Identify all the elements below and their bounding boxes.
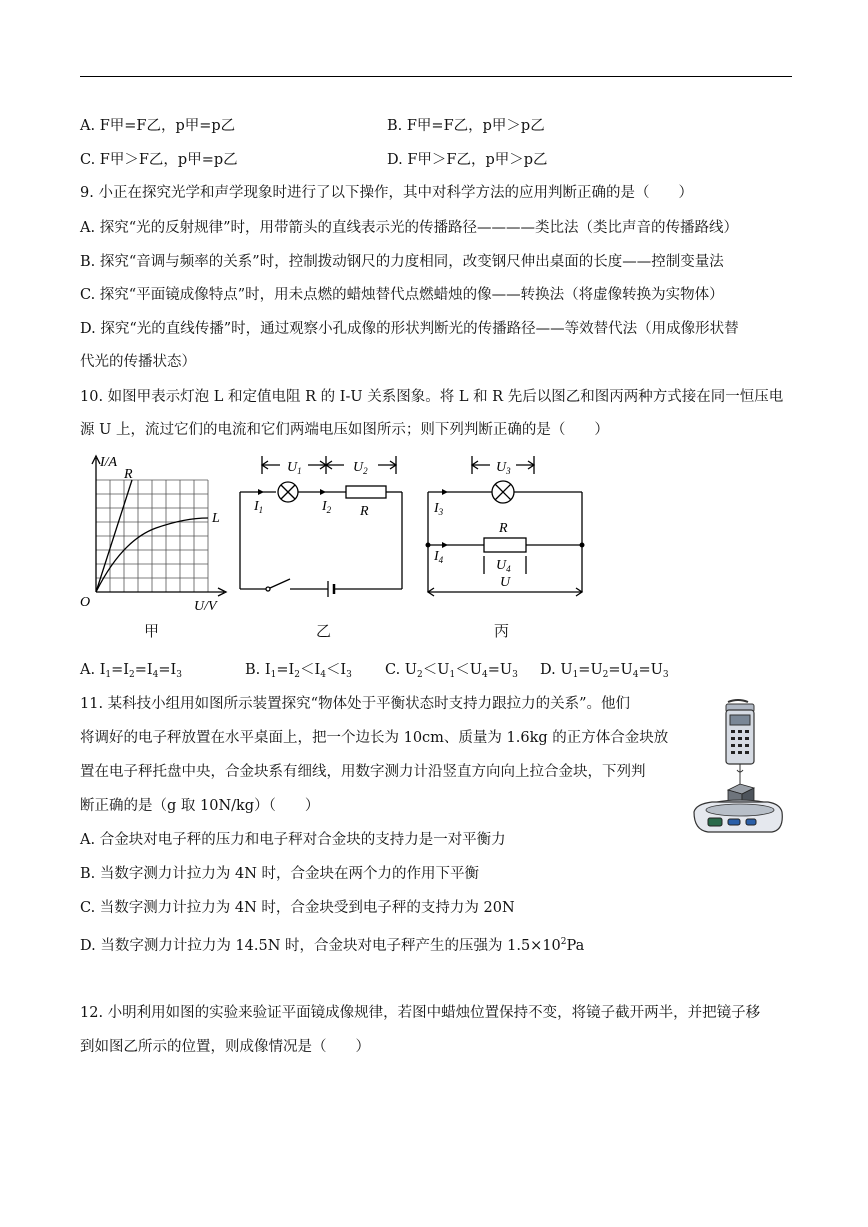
svg-text:U4: $U_4$ (496, 558, 511, 574)
svg-text:I2: $I_2$ (322, 499, 332, 515)
i1-label: I (254, 499, 259, 514)
q11-option-a: A. 合金块对电子秤的压力和电子秤对合金块的支持力是一对平衡力 (80, 832, 506, 848)
q11-option-d: D. 当数字测力计拉力为 14.5N 时，合金块对电子秤产生的压强为 $1.5\times 10^2Pa$ (80, 937, 585, 954)
r-label-parallel: R (499, 521, 508, 536)
q9-option-b: B. 探究“音调与频率的关系”时，控制拨动钢尺的力度相同，改变钢尺伸出桌面的长度——控制变量法 (80, 254, 724, 270)
u4-label: U (496, 558, 507, 573)
i3-label: I (434, 501, 439, 516)
q8-option-b: B. F甲=F乙，p甲＞p乙 (387, 118, 545, 134)
q9-stem: 9. 小正在探究光学和声学现象时进行了以下操作，其中对科学方法的应用判断正确的是（ ） (80, 185, 693, 201)
q10-stem-line2: 源 U 上，流过它们的电流和它们两端电压如图所示；则下列判断正确的是（ ） (80, 422, 609, 438)
q9-option-a: A. 探究“光的反射规律”时，用带箭头的直线表示光的传播路径————类比法（类比声音的传播路线） (80, 220, 739, 236)
q10-option-c: C. $U_2<U_1<U_4=U_3$ (385, 662, 518, 680)
u-label: U (500, 575, 511, 590)
u3-label: U (496, 460, 507, 475)
i4-label: I (434, 549, 439, 564)
u2-label: U (353, 460, 364, 475)
curve-l-label: L (212, 511, 220, 526)
q10-stem-line1: 10. 如图甲表示灯泡 L 和定值电阻 R 的 I-U 关系图象。将 L 和 R 先后以图乙和图丙两种方式接在同一恒压电 (80, 389, 784, 405)
scale-display (708, 818, 722, 826)
q9-option-d-cont: 代光的传播状态） (80, 354, 196, 370)
parallel-circuit-figure (420, 452, 596, 617)
q11-option-b: B. 当数字测力计拉力为 4N 时，合金块在两个力的作用下平衡 (80, 866, 480, 882)
svg-text:U1: $U_1$ (287, 460, 302, 476)
curve-r-label: R (124, 467, 133, 482)
svg-text:I1: $I_1$ (254, 499, 264, 515)
header-rule (80, 76, 792, 77)
q11-option-c: C. 当数字测力计拉力为 4N 时，合金块受到电子秤的支持力为 20N (80, 900, 515, 916)
q11-stem-line1: 11. 某科技小组用如图所示装置探究“物体处于平衡状态时支持力跟拉力的关系”。他们 (80, 696, 630, 712)
q10-option-b: B. $I_1=I_2<I_4<I_3$ (245, 662, 352, 680)
i2-label: I (322, 499, 327, 514)
figure-caption-jia: 甲 (144, 622, 160, 640)
svg-text:I4: $I_4$ (434, 549, 444, 565)
q12-stem-line2: 到如图乙所示的位置，则成像情况是（ ） (80, 1039, 370, 1055)
iu-graph-figure (76, 452, 236, 617)
q10-option-a: A. $I_1=I_2=I_4=I_3$ (80, 662, 183, 680)
q8-option-d: D. F甲＞F乙，p甲＞p乙 (387, 152, 548, 168)
svg-text:I3: $I_3$ (434, 501, 444, 517)
figure-caption-bing: 丙 (494, 622, 510, 640)
series-circuit-figure (236, 452, 412, 617)
q11-stem-line2: 将调好的电子秤放置在水平桌面上，把一个边长为 10cm、质量为 1.6kg 的正方体合金块放 (80, 730, 669, 746)
q8-option-c: C. F甲＞F乙，p甲=p乙 (80, 152, 238, 168)
q9-option-c: C. 探究“平面镜成像特点”时，用未点燃的蜡烛替代点燃蜡烛的像——转换法（将虚像转换为实物体） (80, 287, 724, 303)
q12-stem-line1: 12. 小明利用如图的实验来验证平面镜成像规律，若图中蜡烛位置保持不变，将镜子截开两半，并把镜子移 (80, 1005, 761, 1021)
q9-option-d: D. 探究“光的直线传播”时，通过观察小孔成像的形状判断光的传播路径——等效替代法（用成像形状替 (80, 321, 739, 337)
svg-text:U2: $U_2$ (353, 460, 368, 476)
u1-label: U (287, 460, 298, 475)
x-axis-label: U/V (194, 599, 217, 614)
y-axis-label: I/A (100, 455, 118, 470)
q8-option-a: A. F甲=F乙，p甲=p乙 (80, 118, 236, 134)
r-label: R (360, 504, 369, 519)
electronic-scale-illustration (688, 698, 788, 840)
svg-text:U3: $U_3$ (496, 460, 511, 476)
q11-stem-line3: 置在电子秤托盘中央，合金块系有细线，用数字测力计沿竖直方向向上拉合金块，下列判 (80, 764, 646, 780)
q11-stem-line4: 断正确的是（g 取 10N/kg）（ ） (80, 798, 320, 814)
q10-option-d: D. $U_1=U_2=U_4=U_3$ (540, 662, 669, 680)
figure-caption-yi: 乙 (316, 622, 332, 640)
origin-label: O (80, 595, 91, 610)
